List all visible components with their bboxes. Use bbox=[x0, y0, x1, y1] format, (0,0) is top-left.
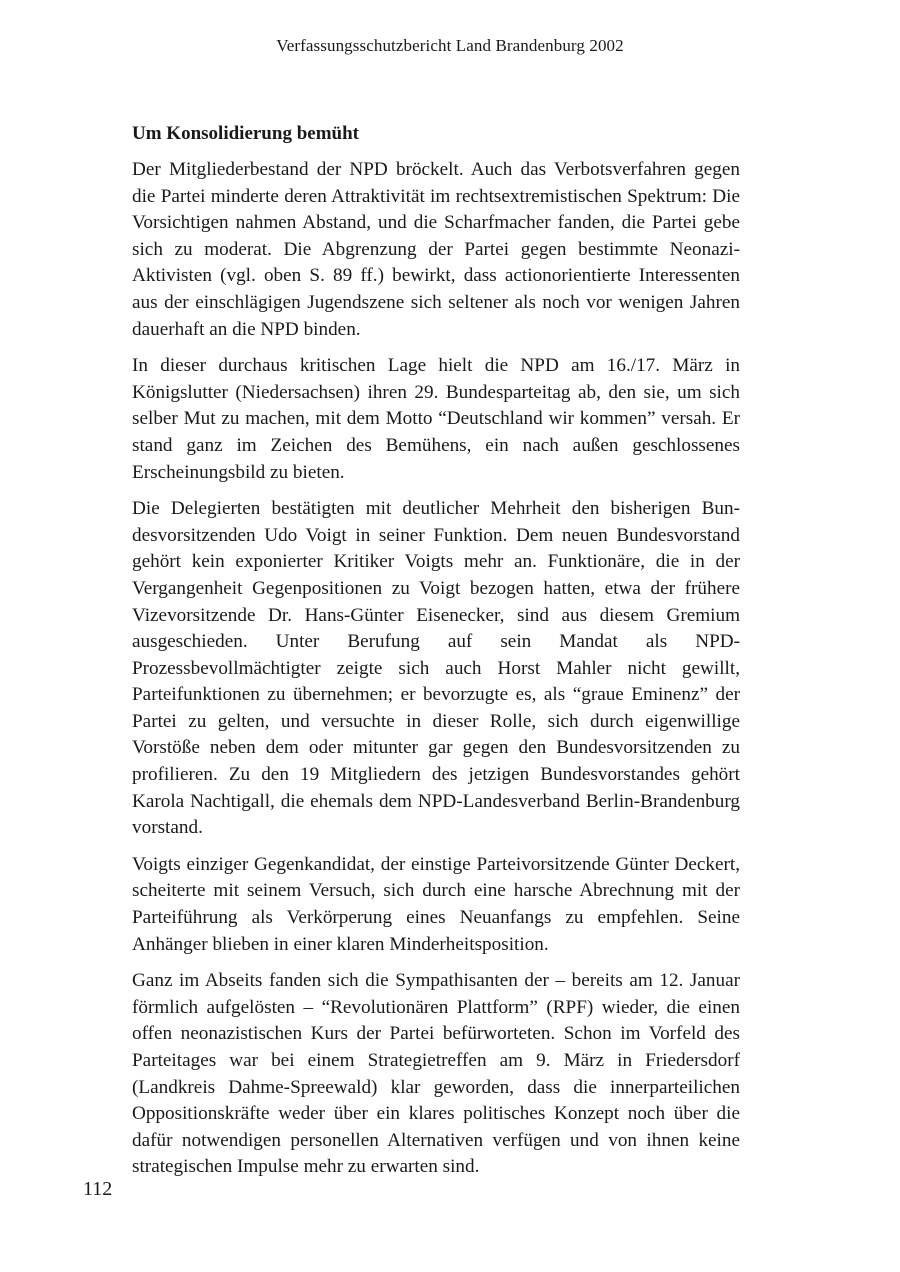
paragraph-1: Der Mitgliederbestand der NPD bröckelt. Auch das Verbotsverfahren gegen die Partei minderte deren Attraktivität im rechtsextremistischen Spektrum: Die Vorsichtigen nahmen Abstand, und die Scharfmacher fanden, die Partei gebe sich zu moderat. Die Abgrenzung der Partei gegen bestimmte Neonazi-Aktivisten (vgl. oben S. 89 ff.) bewirkt, dass actionorientierte Interessenten aus der einschlägigen Jugendszene sich seltener als noch vor wenigen Jahren dauerhaft an die NPD binden. bbox=[132, 159, 740, 340]
page-number: 112 bbox=[83, 1178, 113, 1200]
paragraph-2: In dieser durchaus kritischen Lage hielt die NPD am 16./17. März in Königslutter (Niedersachsen) ihren 29. Bundesparteitag ab, den sie, um sich selber Mut zu machen, mit dem Motto “Deutschland wir kommen” versah. Er stand ganz im Zeichen des Bemühens, ein nach außen geschlossenes Erscheinungsbild zu bieten. bbox=[132, 355, 740, 483]
section-heading: Um Konsolidierung bemüht bbox=[132, 123, 359, 144]
paragraph-5: Ganz im Abseits fanden sich die Sympathisanten der – bereits am 12. Januar förmlich aufgelösten – “Revolutionären Plattform” (RPF) wieder, die einen offen neonazistischen Kurs der Partei befürworteten. Schon im Vorfeld des Parteitages war bei einem Strategietreffen am 9. März in Friedersdorf (Landkreis Dahme-Spreewald) klar geworden, dass die innerparteilichen Oppositionskräfte weder über ein klares politisches Konzept noch über die dafür notwendigen personellen Alternativen verfügen und von ihnen keine strategischen Impulse mehr zu erwarten sind. bbox=[132, 970, 740, 1178]
page-body bbox=[132, 121, 740, 1191]
running-header: Verfassungsschutzbericht Land Brandenburg 2002 bbox=[276, 36, 624, 55]
paragraph-3: Die Delegierten bestätigten mit deutlicher Mehrheit den bisherigen Bundesvorsitzenden Udo Voigt in seiner Funktion. Dem neuen Bundesvorstand gehört kein exponierter Kritiker Voigts mehr an. Funktionäre, die in der Vergangenheit Gegenpositionen zu Voigt bezogen hatten, etwa der frühere Vizevorsitzende Dr. Hans-Günter Eisenecker, sind aus diesem Gremium ausgeschieden. Unter Berufung auf sein Mandat als NPD-Prozessbevollmächtigter zeigte sich auch Horst Mahler nicht gewillt, Parteifunktionen zu übernehmen; er bevorzugte es, als “graue Eminenz” der Partei zu gelten, und versuchte in dieser Rolle, sich durch eigenwillige Vorstöße neben dem oder mitunter gar gegen den Bundesvorsitzenden zu profilieren. Zu den 19 Mitgliedern des jetzigen Bundesvorstandes gehört Karola Nachtigall, die ehemals dem NPD-Landesverband Berlin-Brandenburg vorstand. bbox=[132, 498, 740, 839]
paragraph-4: Voigts einziger Gegenkandidat, der einstige Parteivorsitzende Günter Deckert, scheiterte mit seinem Versuch, sich durch eine harsche Abrechnung mit der Parteiführung als Verkörperung eines Neuanfangs zu empfehlen. Seine Anhänger blieben in einer klaren Minderheitsposition. bbox=[132, 853, 740, 955]
